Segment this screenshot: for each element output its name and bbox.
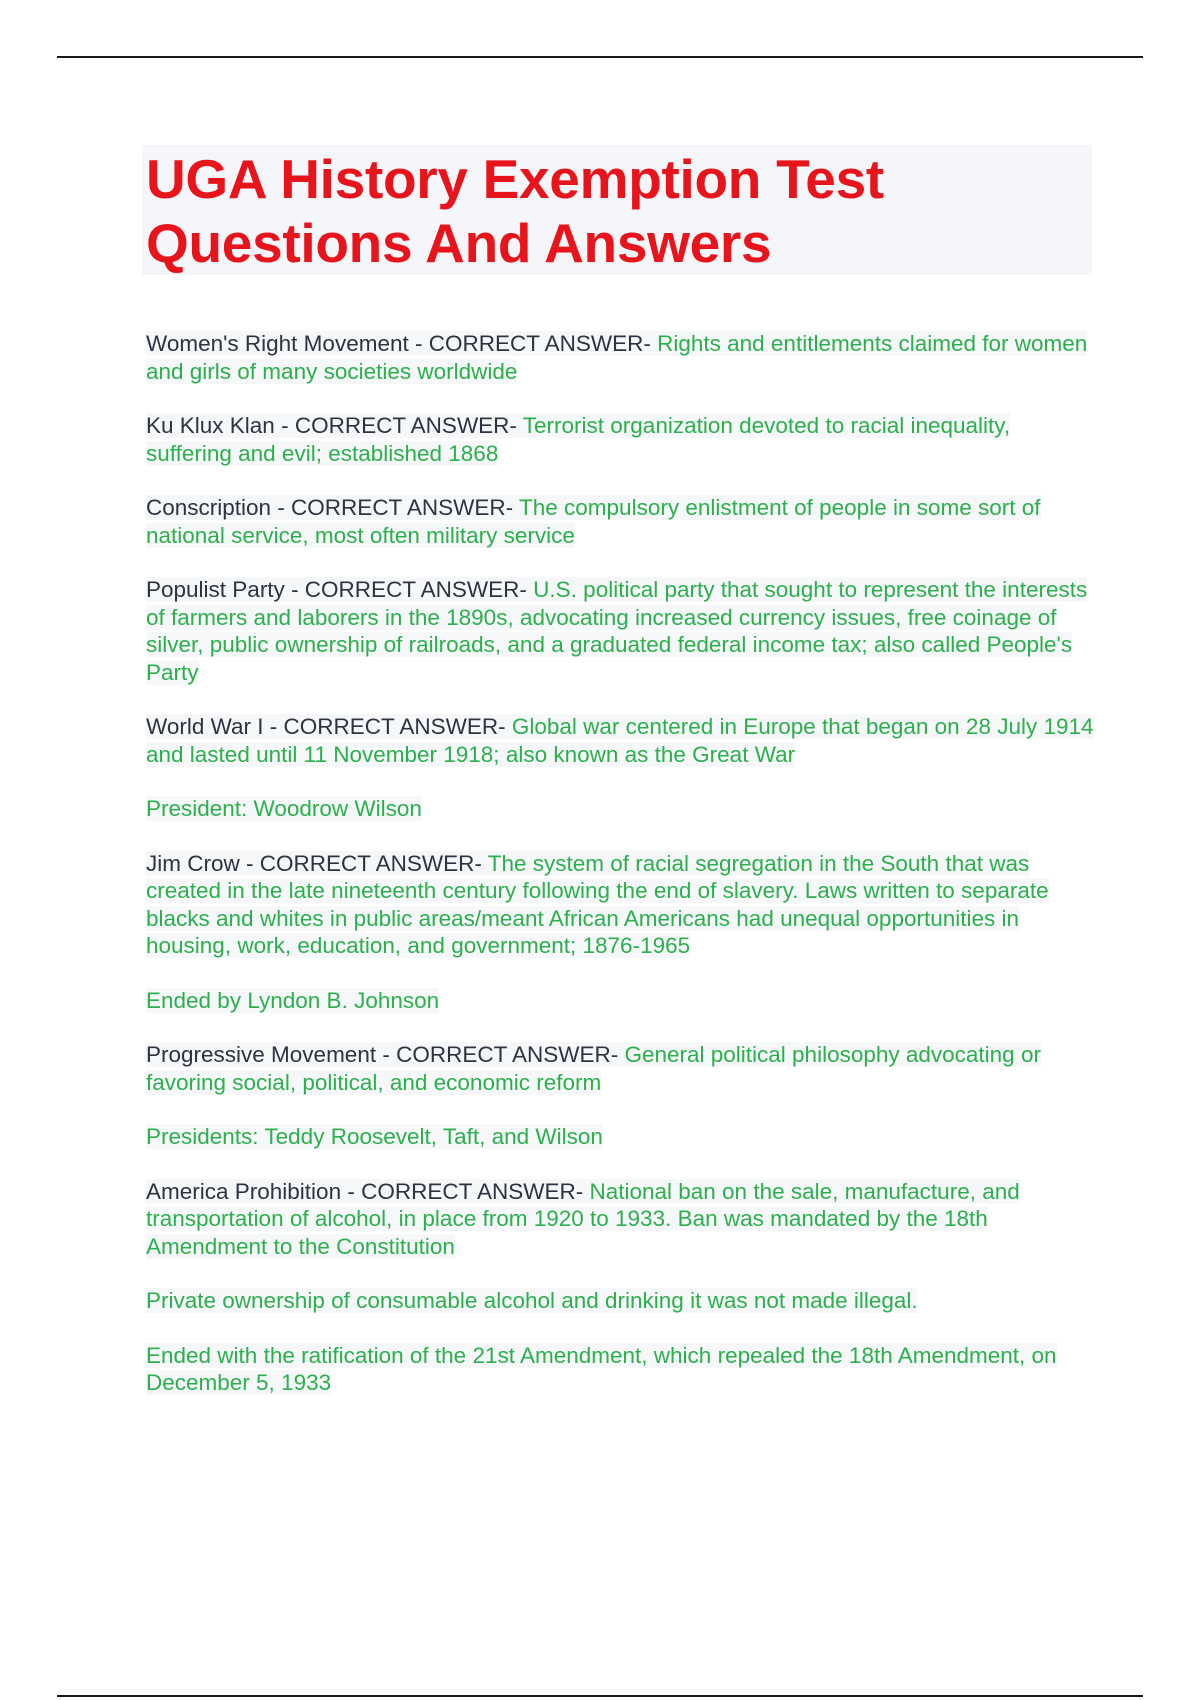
answer-note [146,1287,1096,1315]
qa-entry [146,1041,1096,1096]
answer-separator: - CORRECT ANSWER- [263,714,512,739]
answer-separator: - CORRECT ANSWER- [408,331,658,356]
qa-entry [146,412,1096,467]
question-term: Populist Party [146,577,285,602]
answer-note-text: Private ownership of consumable alcohol and drinking it was not made illegal. [146,1288,918,1313]
qa-entry [146,330,1096,385]
answer-note [146,987,1096,1015]
question-term: Progressive Movement [146,1042,377,1067]
qa-entry [146,850,1096,960]
answer-note-text: Ended with the ratification of the 21st Amendment, which repealed the 18th Amendment, on December 5, 1933 [146,1342,1057,1395]
answer-separator: - CORRECT ANSWER- [274,413,523,438]
answer-text: Rights and entitlements claimed for women and girls of many societies worldwide [146,331,1088,384]
answer-text: U.S. political party that sought to represent the interests of farmers and laborers in the 1890s, advocating increased currency issues, free coinage of silver, public ownership of railroads, and a graduated federal income tax; also called People's Party [146,577,1088,685]
qa-entry [146,494,1096,549]
answer-note [146,1123,1096,1151]
question-term: Jim Crow [146,850,240,876]
qa-entry [146,576,1096,686]
question-term: Women's Right Movement [146,331,409,356]
answer-text: Terrorist organization devoted to racial inequality, suffering and evil; established 1868 [146,413,1011,466]
question-term: Ku Klux Klan [146,413,275,438]
qa-entry [146,713,1096,768]
answer-text: Global war centered in Europe that began on 28 July 1914 and lasted until 11 November 1918; also known as the Great War [146,714,1094,767]
answer-separator: - CORRECT ANSWER- [376,1042,625,1067]
question-term: Conscription [146,495,272,520]
answer-note [146,795,1096,823]
question-term: America Prohibition [146,1178,342,1204]
qa-list [146,330,1096,1424]
header-rule [57,56,1143,58]
footer-rule [57,1695,1143,1697]
answer-note-text: Presidents: Teddy Roosevelt, Taft, and Wilson [146,1124,603,1149]
answer-separator: - CORRECT ANSWER- [341,1178,590,1204]
answer-separator: - CORRECT ANSWER- [239,850,488,876]
answer-note-text: President: Woodrow Wilson [146,796,422,821]
answer-separator: - CORRECT ANSWER- [271,495,520,520]
answer-text: The compulsory enlistment of people in some sort of national service, most often military service [146,495,1041,548]
page-title: UGA History Exemption Test Questions And Answers [146,148,884,274]
answer-text: National ban on the sale, manufacture, and transportation of alcohol, in place from 1920 to 1933. Ban was mandated by the 18th Amendment to the Constitution [146,1178,1020,1259]
answer-text: The system of racial segregation in the South that was created in the late nineteenth century following the end of slavery. Laws written to separate blacks and whites in public areas/meant African Americans had unequal opportunities in housing, work, education, and government; 1876-1965 [146,850,1049,958]
question-term: World War I [146,714,264,739]
qa-entry [146,1178,1096,1261]
answer-separator: - CORRECT ANSWER- [284,577,534,602]
answer-note [146,1342,1096,1397]
answer-text: General political philosophy advocating or favoring social, political, and economic reform [146,1042,1041,1095]
answer-note-text: Ended by Lyndon B. Johnson [146,987,440,1013]
